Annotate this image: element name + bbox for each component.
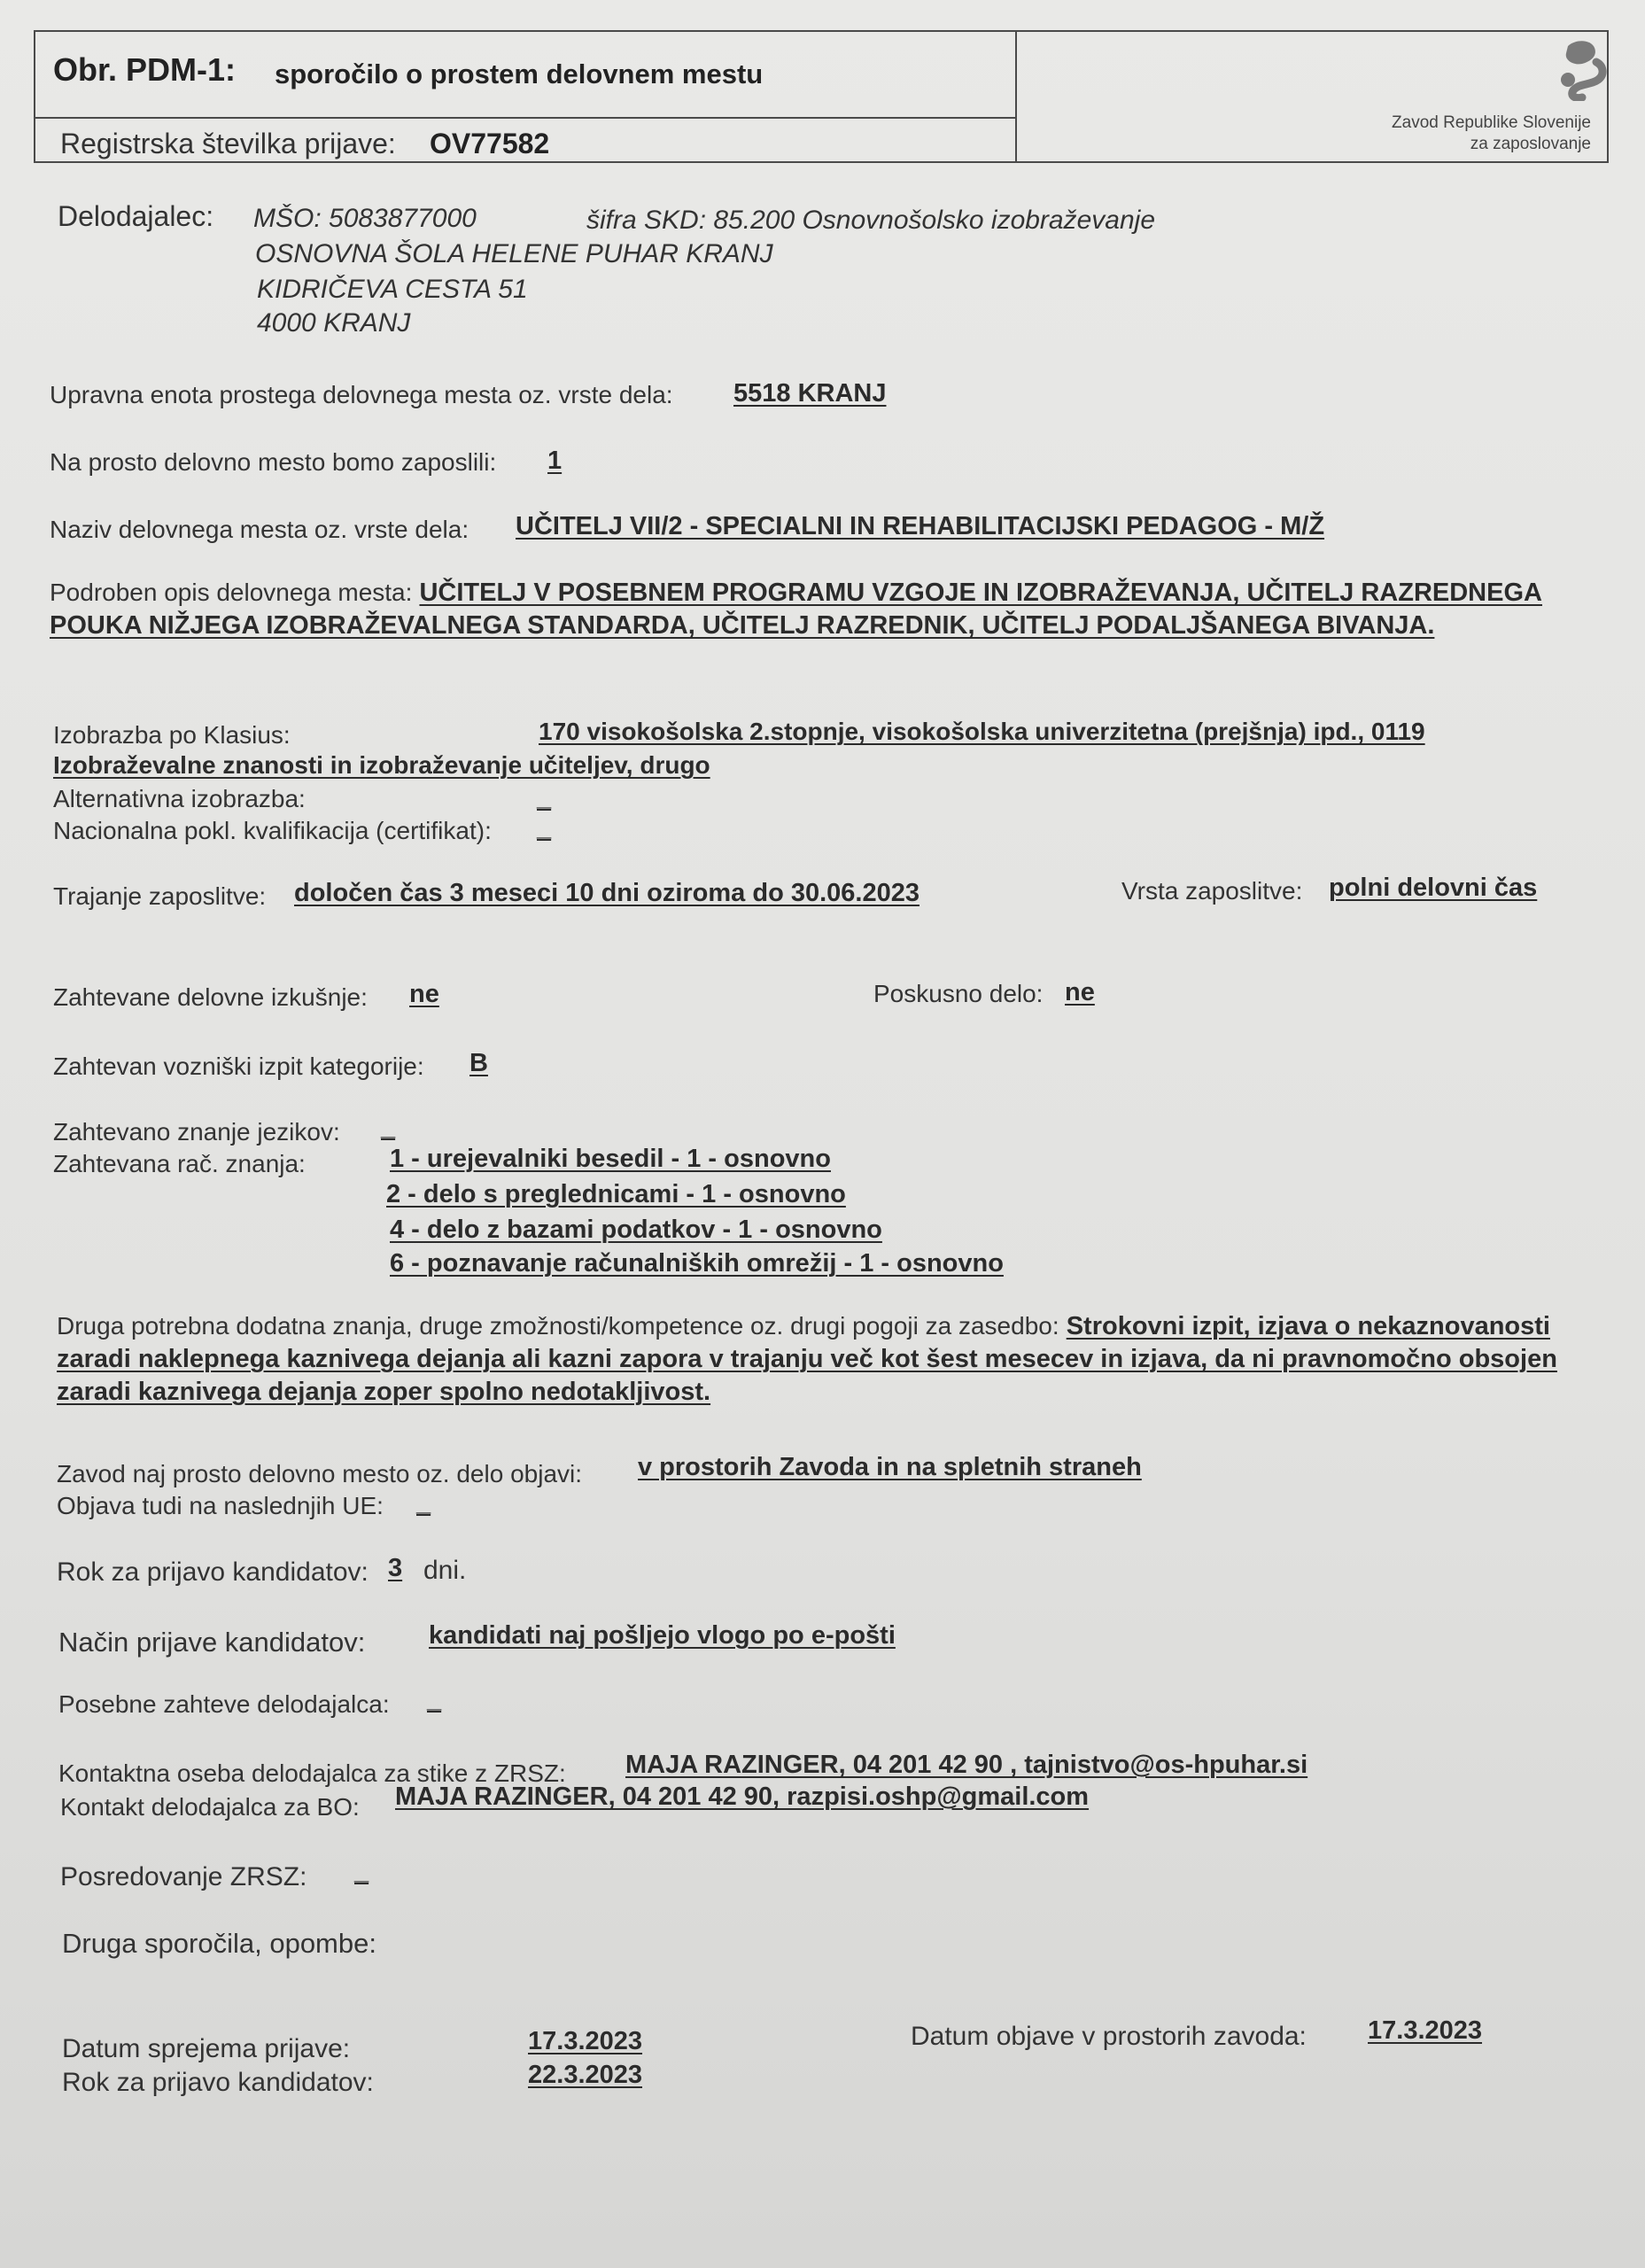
driving-license-value: B [469, 1049, 488, 1077]
employer-city: 4000 KRANJ [257, 308, 411, 338]
alt-education-label: Alternativna izobrazba: [53, 785, 306, 812]
zrsz-logo-icon [1556, 39, 1609, 101]
experience-value: ne [409, 980, 439, 1008]
publication-date-label: Datum objave v prostorih zavoda: [911, 2022, 1307, 2051]
employer-mso: MŠO: 5083877000 [253, 204, 477, 233]
computer-skill-item: 4 - delo z bazami podatkov - 1 - osnovno [390, 1216, 882, 1244]
employer-street: KIDRIČEVA CESTA 51 [257, 275, 528, 304]
mediation-value: _ [354, 1857, 369, 1885]
ue-publish-label: Objava tudi na naslednjih UE: [57, 1492, 384, 1519]
publish-label: Zavod naj prosto delovno mesto oz. delo objavi: [57, 1460, 583, 1487]
method-label: Način prijave kandidatov: [58, 1627, 366, 1658]
employer-label: Delodajalec: [58, 200, 214, 232]
languages-value: _ [381, 1113, 396, 1141]
special-requirements-label: Posebne zahteve delodajalca: [58, 1690, 390, 1718]
education-value-1: 170 visokošolska 2.stopnje, visokošolska univerzitetna (prejšnja) ipd., 0119 [539, 718, 1425, 745]
received-date-label: Datum sprejema prijave: [62, 2034, 351, 2063]
job-description [50, 576, 1556, 642]
experience-label: Zahtevane delovne izkušnje: [53, 983, 368, 1011]
registration-label: Registrska številka prijave: [60, 128, 396, 159]
other-requirements-value: Strokovni izpit, izjava o nekaznovanosti zaradi naklepnega kaznivega dejanja ali kazni zapora v trajanju več kot šest mesecev in izjava, da ni pravnomočno obsojen zaradi kaznivega dejanja zoper spolno nedotakljivost. [57, 1312, 1557, 1406]
education-label: Izobrazba po Klasius: [53, 721, 291, 749]
contact-value: MAJA RAZINGER, 04 201 42 90 , tajnistvo@os-hpuhar.si [625, 1751, 1308, 1779]
apply-until-value: 22.3.2023 [528, 2061, 643, 2089]
computer-skill-item: 6 - poznavanje računalniških omrežij - 1 - osnovno [390, 1249, 1004, 1278]
npk-value: _ [537, 813, 552, 842]
apply-until-label: Rok za prijavo kandidatov: [62, 2068, 374, 2097]
employment-type-label: Vrsta zaposlitve: [1121, 877, 1303, 905]
other-requirements-label: Druga potrebna dodatna znanja, druge zmožnosti/kompetence oz. drugi pogoji za zasedbo: [57, 1312, 1059, 1340]
header-rule [35, 117, 1015, 119]
bo-contact-label: Kontakt delodajalca za BO: [60, 1793, 360, 1821]
driving-license-label: Zahtevan vozniški izpit kategorije: [53, 1052, 424, 1080]
computer-skill-item: 2 - delo s preglednicami - 1 - osnovno [386, 1180, 846, 1208]
agency-name-line1: Zavod Republike Slovenije [1392, 113, 1591, 132]
npk-label: Nacionalna pokl. kvalifikacija (certifikat): [53, 817, 492, 844]
job-title-label: Naziv delovnega mesta oz. vrste dela: [50, 516, 469, 543]
notes-label: Druga sporočila, opombe: [62, 1928, 376, 1959]
trial-label: Poskusno delo: [873, 980, 1044, 1007]
education-value-2: Izobraževalne znanosti in izobraževanje učiteljev, drugo [53, 751, 710, 779]
form-title: sporočilo o prostem delovnem mestu [275, 58, 764, 89]
languages-label: Zahtevano znanje jezikov: [53, 1118, 340, 1146]
received-date-value: 17.3.2023 [528, 2027, 643, 2055]
header-divider [1015, 32, 1017, 161]
form-header [34, 30, 1609, 163]
job-description-label: Podroben opis delovnega mesta: [50, 579, 413, 606]
method-value: kandidati naj pošljejo vlogo po e-pošti [429, 1621, 896, 1650]
employer-name: OSNOVNA ŠOLA HELENE PUHAR KRANJ [255, 239, 773, 268]
deadline-label: Rok za prijavo kandidatov: [57, 1557, 369, 1587]
registration-number: OV77582 [430, 128, 550, 159]
ue-value: 5518 KRANJ [733, 379, 887, 408]
mediation-label: Posredovanje ZRSZ: [60, 1862, 307, 1891]
job-description-value: UČITELJ V POSEBNEM PROGRAMU VZGOJE IN IZOBRAŽEVANJA, UČITELJ RAZREDNEGA POUKA NIŽJEGA IZOBRAŽEVALNEGA STANDARDA, UČITELJ RAZREDNIK, UČITELJ PODALJŠANEGA BIVANJA. [50, 579, 1542, 640]
duration-value: določen čas 3 meseci 10 dni oziroma do 30.06.2023 [294, 879, 919, 907]
computer-skill-item: 1 - urejevalniki besedil - 1 - osnovno [390, 1145, 831, 1173]
alt-education-value: _ [537, 783, 552, 812]
ue-publish-value: _ [416, 1488, 431, 1517]
count-value: 1 [547, 447, 563, 475]
publication-date-value: 17.3.2023 [1368, 2016, 1483, 2045]
count-label: Na prosto delovno mesto bomo zaposlili: [50, 448, 497, 476]
publish-value: v prostorih Zavoda in na spletnih straneh [638, 1453, 1142, 1481]
employer-skd: šifra SKD: 85.200 Osnovnošolsko izobraževanje [586, 206, 1156, 235]
deadline-unit: dni. [423, 1556, 467, 1585]
bo-contact-value: MAJA RAZINGER, 04 201 42 90, razpisi.oshp@gmail.com [395, 1783, 1090, 1811]
other-requirements [57, 1309, 1625, 1409]
special-requirements-value: _ [427, 1685, 442, 1713]
trial-value: ne [1065, 978, 1095, 1006]
ue-label: Upravna enota prostega delovnega mesta oz. vrste dela: [50, 381, 673, 408]
agency-name-line2: za zaposlovanje [1470, 135, 1591, 153]
computer-skills-label: Zahtevana rač. znanja: [53, 1150, 306, 1177]
form-code: Obr. PDM-1: [53, 51, 237, 88]
duration-label: Trajanje zaposlitve: [53, 882, 267, 910]
deadline-value: 3 [388, 1554, 403, 1582]
job-title-value: UČITELJ VII/2 - SPECIALNI IN REHABILITACIJSKI PEDAGOG - M/Ž [516, 512, 1325, 540]
contact-label: Kontaktna oseba delodajalca za stike z ZRSZ: [58, 1759, 566, 1787]
employment-type-value: polni delovni čas [1329, 874, 1538, 902]
